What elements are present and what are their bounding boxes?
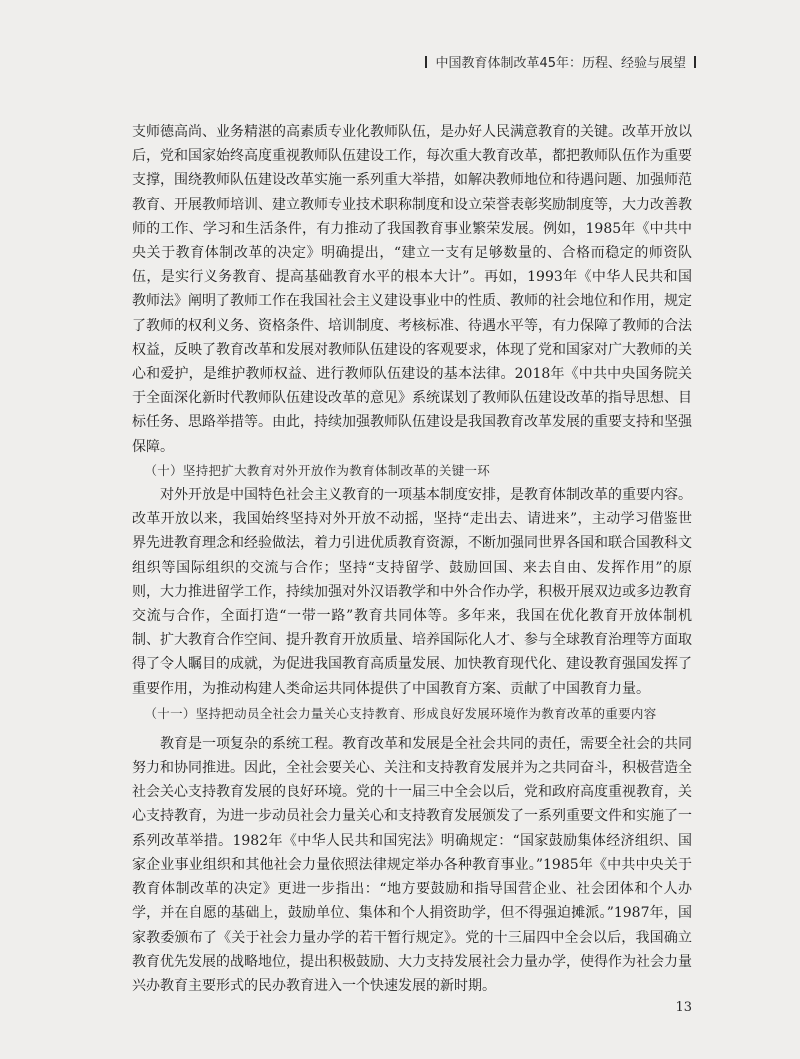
paragraph-social-forces: 教育是一项复杂的系统工程。教育改革和发展是全社会共同的责任，需要全社会的共同努力和协同推进。因此，全社会要关心、关注和支持教育发展并为之共同奋斗，积极营造全社会关心支持教育发展的良好环境。党的十一届三中全会以后，党和政府高度重视教育，关心支持教育，为进一步动员社会力量关心和支持教育发展颁发了一系列重要文件和实施了一系列改革举措。1982年《中华人民共和国宪法》明确规定：“国家鼓励集体经济组织、国家企业事业组织和其他社会力量依照法律规定举办各种教育事业。”1985年《中共中央关于教育体制改革的决定》更进一步指出：“地方要鼓励和指导国营企业、社会团体和个人办学，并在自愿的基础上，鼓励单位、集体和个人捐资助学，但不得强迫摊派。”1987年，国家教委颁布了《关于社会力量办学的若干暂行规定》。党的十三届四中全会以后，我国确立教育优先发展的战略地位，提出积极鼓励、大力支持发展社会力量办学，使得作为社会力量兴办教育主要形式的民办教育进入一个快速发展的新时期。 xyxy=(132,735,692,994)
header-left-rule xyxy=(425,56,427,68)
running-header xyxy=(425,52,696,71)
paragraph-teacher-team: 支师德高尚、业务精湛的高素质专业化教师队伍，是办好人民满意教育的关键。改革开放以后，党和国家始终高度重视教师队伍建设工作，每次重大教育改革，都把教师队伍作为重要支撑，围绕教师队伍建设改革实施一系列重大举措，如解决教师地位和待遇问题、加强师范教育、开展教师培训、建立教师专业技术职称制度和设立荣誉表彰奖励制度等，大力改善教师的工作、学习和生活条件，有力推动了我国教育事业繁荣发展。例如，1985年《中共中央关于教育体制改革的决定》明确提出，“建立一支有足够数量的、合格而稳定的师资队伍，是实行义务教育、提高基础教育水平的根本大计”。再如，1993年《中华人民共和国教师法》阐明了教师工作在我国社会主义建设事业中的性质、教师的社会地位和作用，规定了教师的权利义务、资格条件、培训制度、考核标准、待遇水平等，有力保障了教师的合法权益，反映了教育改革和发展对教师队伍建设的客观要求，体现了党和国家对广大教师的关心和爱护，是维护教师权益、进行教师队伍建设的基本法律。2018年《中共中央国务院关于全面深化新时代教师队伍建设改革的意见》系统谋划了教师队伍建设改革的指导思想、目标任务、思路举措等。由此，持续加强教师队伍建设是我国教育改革发展的重要支持和坚强保障。 xyxy=(132,124,692,455)
paragraph-opening-up: 对外开放是中国特色社会主义教育的一项基本制度安排，是教育体制改革的重要内容。改革开放以来，我国始终坚持对外开放不动摇，坚持“走出去、请进来”，主动学习借鉴世界先进教育理念和经验做法，着力引进优质教育资源，不断加强同世界各国和联合国教科文组织等国际组织的交流与合作；坚持“支持留学、鼓励回国、来去自由、发挥作用”的原则，大力推进留学工作，持续加强对外汉语教学和中外合作办学，积极开展双边或多边教育交流与合作，全面打造“一带一路”教育共同体等。多年来，我国在优化教育开放体制机制、扩大教育合作空间、提升教育开放质量、培养国际化人才、参与全球教育治理等方面取得了令人瞩目的成就，为促进我国教育高质量发展、加快教育现代化、建设教育强国发挥了重要作用，为推动构建人类命运共同体提供了中国教育方案、贡献了中国教育力量。 xyxy=(132,487,692,697)
header-right-rule xyxy=(694,56,696,68)
section-heading-11: （十一）坚持把动员全社会力量关心支持教育、形成良好发展环境作为教育改革的重要内容 xyxy=(144,705,657,721)
body-text xyxy=(132,120,692,998)
header-title: 中国教育体制改革45年：历程、经验与展望 xyxy=(435,56,686,71)
section-heading-10: （十）坚持把扩大教育对外开放作为教育体制改革的关键一环 xyxy=(144,462,491,478)
page-number: 13 xyxy=(675,1000,692,1015)
